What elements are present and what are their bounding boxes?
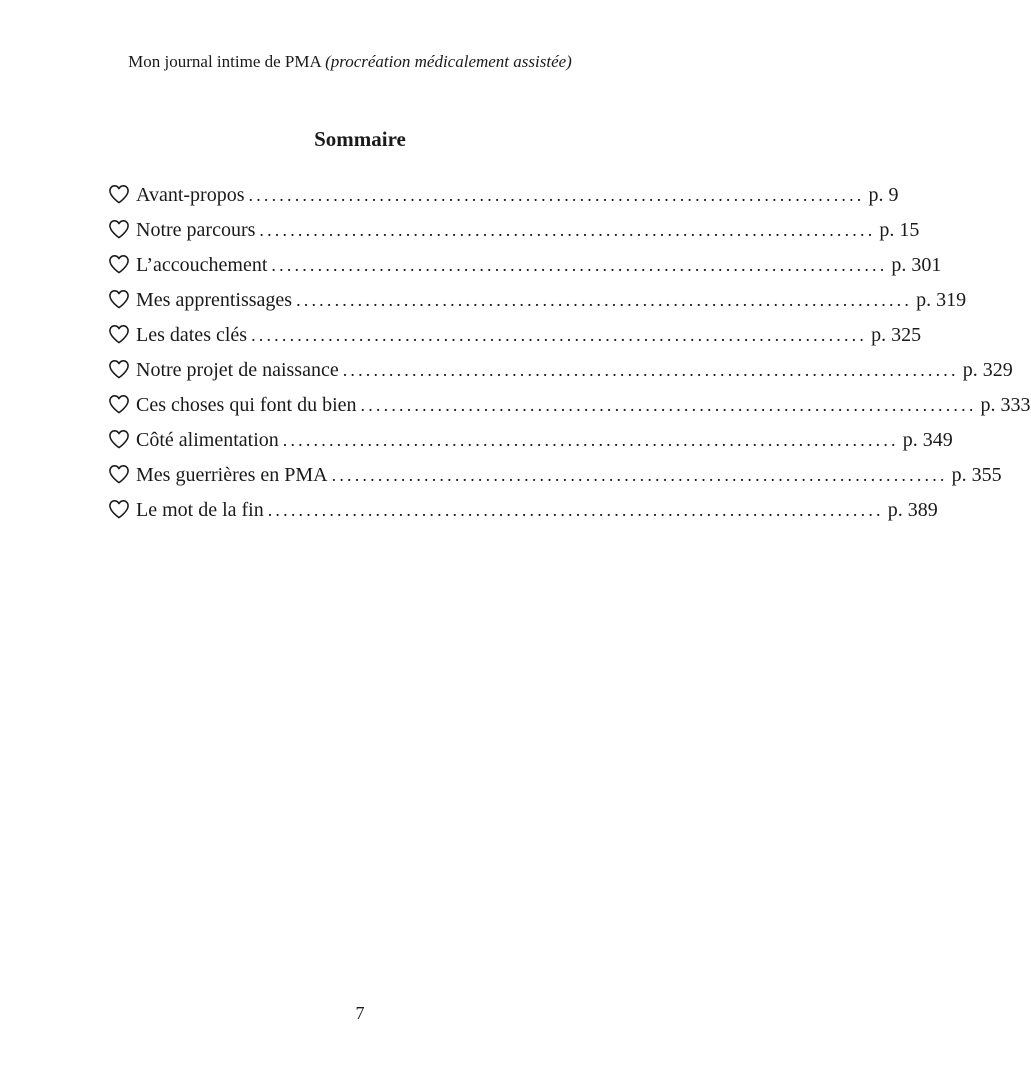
toc-entry [108, 425, 953, 460]
toc-entry-label: Mes apprentissages [136, 289, 293, 311]
toc-entry-label: Avant-propos [136, 184, 245, 206]
toc-entry [108, 215, 920, 250]
table-of-contents [108, 180, 1031, 530]
dot-leader: ................................................................................ [296, 290, 913, 310]
dot-leader: ................................................................................ [259, 220, 876, 240]
toc-entry [108, 495, 938, 530]
heart-outline-icon [108, 499, 130, 519]
toc-entry-label: Les dates clés [136, 324, 248, 346]
heart-outline-icon [108, 289, 130, 309]
toc-entry-page: p. 349 [902, 429, 953, 451]
book-title: Mon journal intime de PMA [128, 52, 321, 71]
toc-entry-label: Notre projet de naissance [136, 359, 339, 381]
toc-entry [108, 250, 942, 285]
page-number: 7 [355, 1003, 365, 1023]
book-subtitle: (procréation médicalement assistée) [325, 52, 572, 71]
toc-entry [108, 285, 967, 320]
toc-entry-page: p. 301 [891, 254, 942, 276]
dot-leader: ................................................................................ [248, 185, 865, 205]
toc-entry-page: p. 389 [887, 499, 938, 521]
toc-entry [108, 180, 899, 215]
heart-outline-icon [108, 359, 130, 379]
toc-entry-page: p. 355 [951, 464, 1002, 486]
heart-outline-icon [108, 464, 130, 484]
heart-outline-icon [108, 184, 130, 204]
heart-outline-icon [108, 429, 130, 449]
toc-entry-label: Le mot de la fin [136, 499, 264, 521]
toc-title: Sommaire [314, 127, 406, 151]
heart-outline-icon [108, 394, 130, 414]
toc-entry [108, 355, 1013, 390]
toc-entry-label: Ces choses qui font du bien [136, 394, 357, 416]
toc-entry-page: p. 329 [962, 359, 1013, 381]
dot-leader: ................................................................................ [331, 465, 948, 485]
toc-entry-page: p. 325 [871, 324, 922, 346]
toc-entry-label: Notre parcours [136, 219, 256, 241]
toc-entry [108, 390, 1031, 425]
toc-entry-page: p. 319 [916, 289, 967, 311]
dot-leader: ................................................................................ [251, 325, 868, 345]
dot-leader: ................................................................................ [271, 255, 888, 275]
toc-entry-page: p. 9 [868, 184, 899, 206]
dot-leader: ................................................................................ [282, 430, 899, 450]
toc-entry [108, 460, 1002, 495]
toc-entry [108, 320, 922, 355]
dot-leader: ................................................................................ [360, 395, 977, 415]
toc-entry-label: Côté alimentation [136, 429, 279, 451]
toc-entry-page: p. 333 [980, 394, 1031, 416]
toc-entry-label: Mes guerrières en PMA [136, 464, 328, 486]
toc-entry-label: L’accouchement [136, 254, 268, 276]
dot-leader: ................................................................................ [267, 500, 884, 520]
heart-outline-icon [108, 219, 130, 239]
toc-entry-page: p. 15 [879, 219, 920, 241]
running-header [0, 51, 700, 73]
dot-leader: ................................................................................ [342, 360, 959, 380]
heart-outline-icon [108, 324, 130, 344]
heart-outline-icon [108, 254, 130, 274]
